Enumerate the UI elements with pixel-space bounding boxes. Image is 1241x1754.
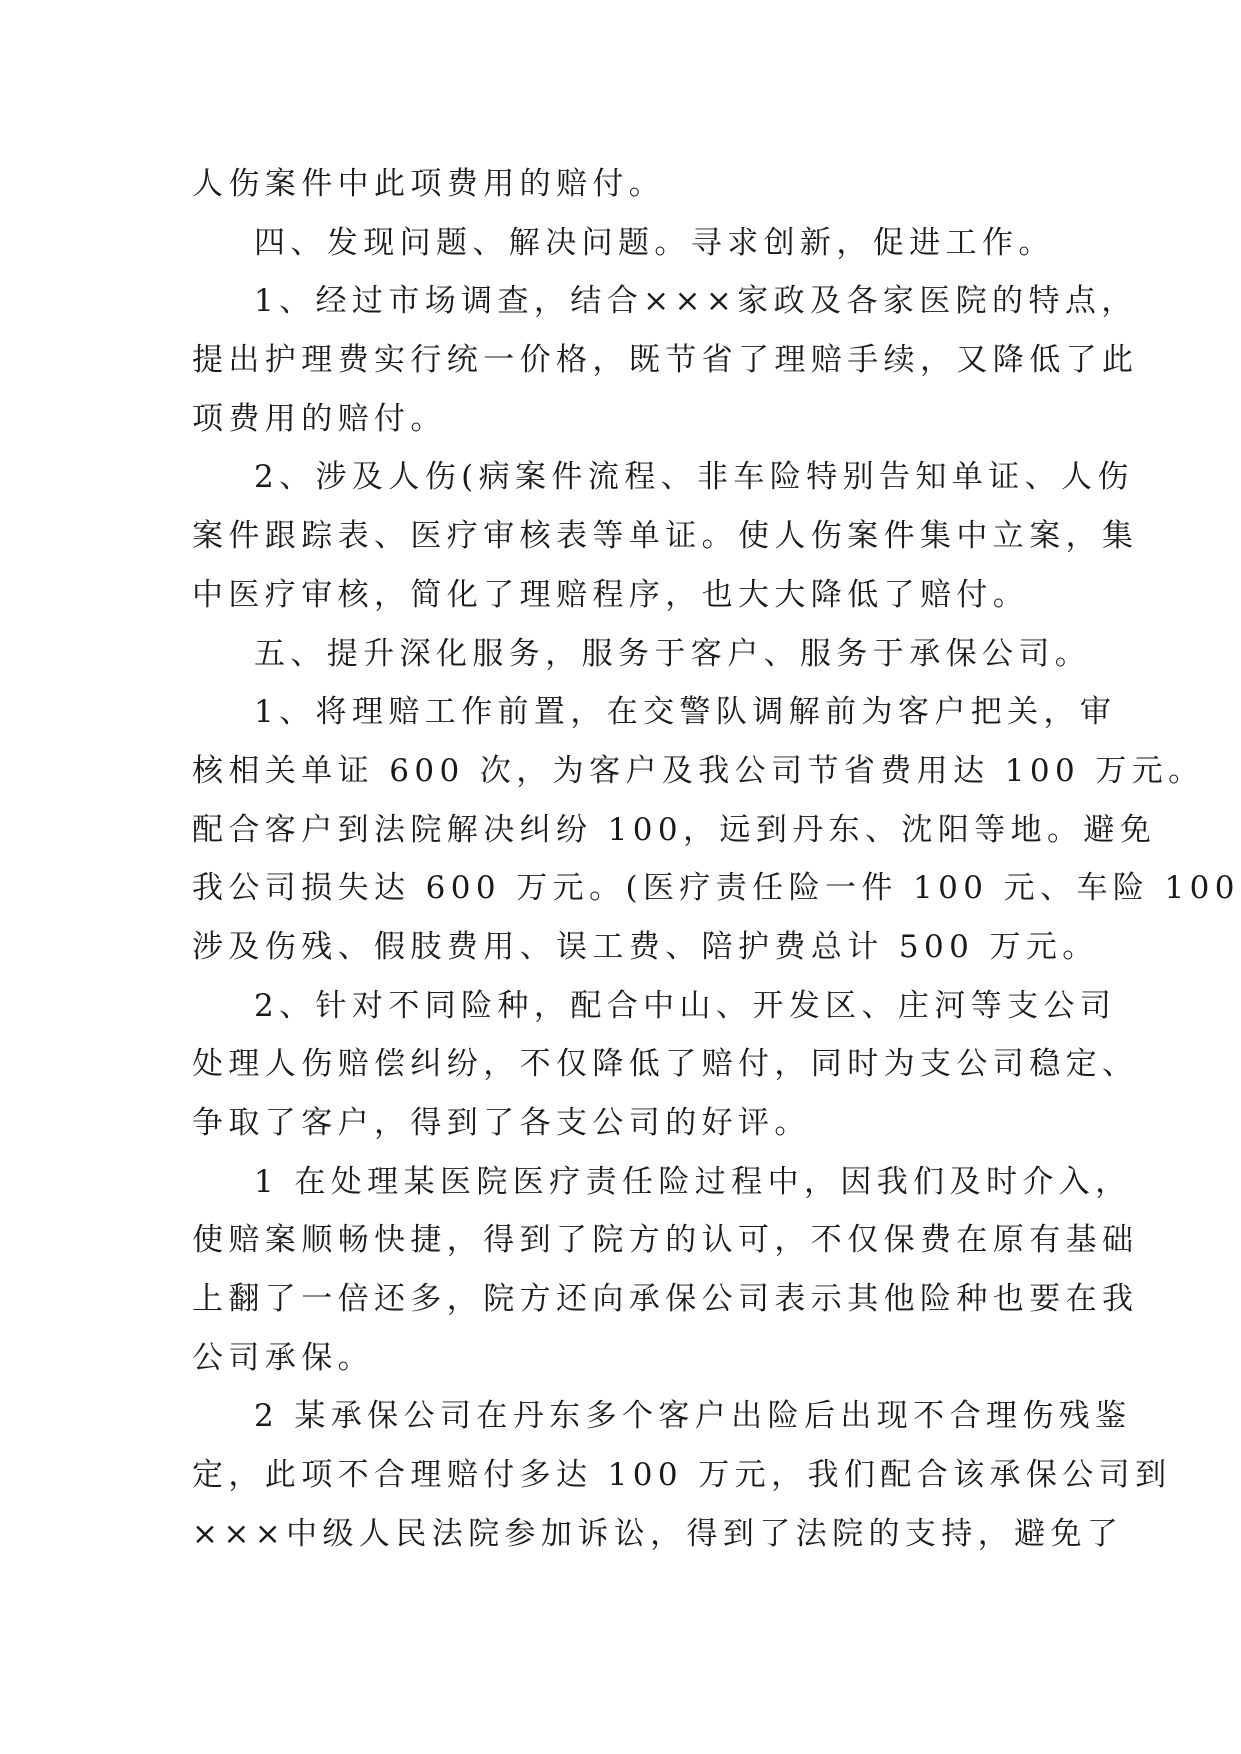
text-line: 处理人伤赔偿纠纷，不仅降低了赔付，同时为支公司稳定、 <box>192 1046 1139 1083</box>
text-line: 2 某承保公司在丹东多个客户出险后出现不合理伤残鉴 <box>254 1398 1132 1435</box>
text-line: 中医疗审核，简化了理赔程序，也大大降低了赔付。 <box>192 576 1030 613</box>
text-line: 定，此项不合理赔付多达 100 万元，我们配合该承保公司到 <box>192 1457 1172 1494</box>
text-line: 提出护理费实行统一价格，既节省了理赔手续，又降低了此 <box>192 342 1139 379</box>
text-line: 核相关单证 600 次，为客户及我公司节省费用达 100 万元。 <box>192 752 1205 789</box>
text-line: 1、将理赔工作前置，在交警队调解前为客户把关，审 <box>254 694 1117 731</box>
text-line: 公司承保。 <box>192 1339 374 1376</box>
text-line: 配合客户到法院解决纠纷 100，远到丹东、沈阳等地。避免 <box>192 811 1157 848</box>
text-line: 我公司损失达 600 万元。(医疗责任险一件 100 元、车险 100 <box>192 870 1240 907</box>
text-line: ×××中级人民法院参加诉讼，得到了法院的支持，避免了 <box>192 1515 1124 1552</box>
text-line: 项费用的赔付。 <box>192 400 447 437</box>
text-line: 上翻了一倍还多，院方还向承保公司表示其他险种也要在我 <box>192 1281 1139 1318</box>
text-line: 人伤案件中此项费用的赔付。 <box>192 166 666 202</box>
text-line: 涉及伤残、假肢费用、误工费、陪护费总计 500 万元。 <box>192 928 1099 965</box>
text-line: 1、经过市场调查，结合×××家政及各家医院的特点， <box>254 283 1138 320</box>
text-line: 2、针对不同险种，配合中山、开发区、庄河等支公司 <box>254 987 1117 1024</box>
section-heading-four: 四、发现问题、解决问题。寻求创新，促进工作。 <box>254 224 1055 261</box>
text-line: 1 在处理某医院医疗责任险过程中，因我们及时介入， <box>254 1163 1132 1200</box>
text-line: 争取了客户，得到了各支公司的好评。 <box>192 1105 811 1141</box>
text-line: 2、涉及人伤(病案件流程、非车险特别告知单证、人伤 <box>254 459 1134 496</box>
text-line: 使赔案顺畅快捷，得到了院方的认可，不仅保费在原有基础 <box>192 1222 1139 1259</box>
document-body <box>192 155 1240 1564</box>
section-heading-five: 五、提升深化服务，服务于客户、服务于承保公司。 <box>254 635 1092 672</box>
text-line: 案件跟踪表、医疗审核表等单证。使人伤案件集中立案，集 <box>192 518 1139 555</box>
